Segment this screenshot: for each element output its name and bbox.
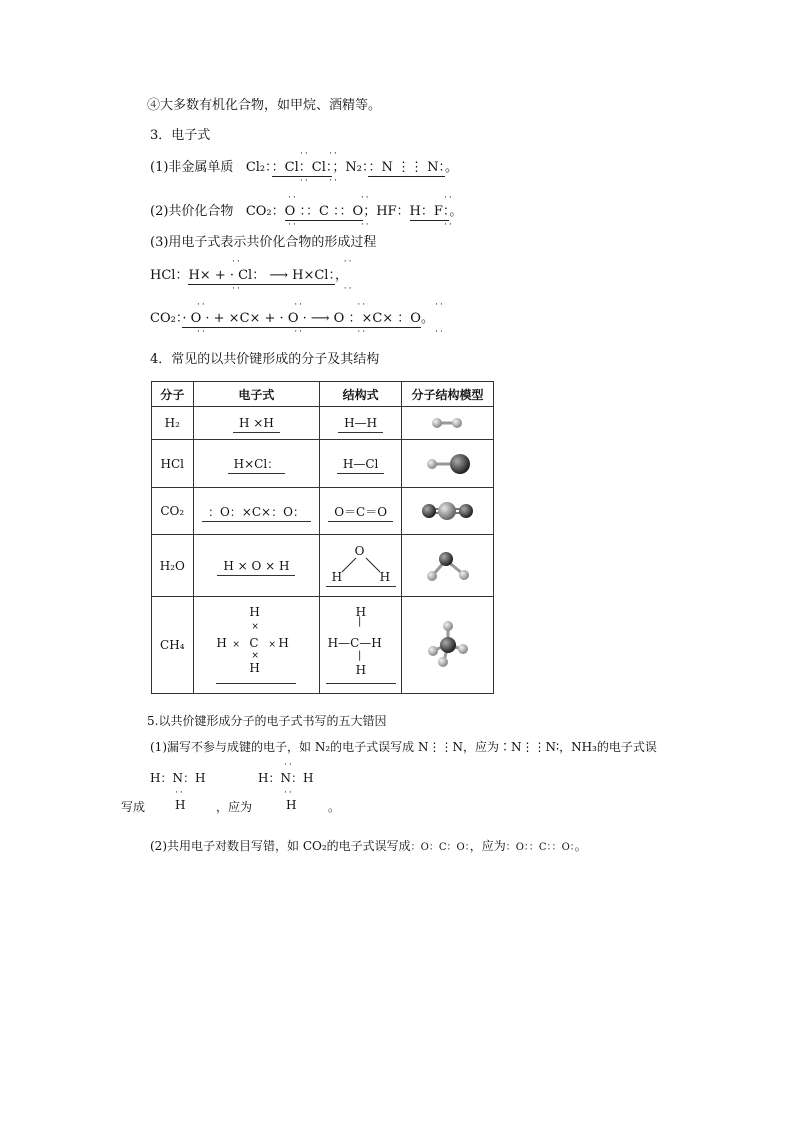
mol-ch4: CH₄ — [152, 596, 194, 693]
error-1-lead: 写成 — [121, 800, 146, 814]
nh3-wrong-dots: ·· — [175, 788, 185, 798]
ch4-x-left: × — [232, 640, 240, 651]
ch4-e-h-right: H — [278, 636, 289, 651]
table-header-row — [152, 382, 494, 407]
table-row — [152, 407, 494, 440]
error-2 — [150, 838, 587, 856]
hcl-proc-dots-bottom: ·· ·· — [232, 284, 354, 294]
hcl-process-equation: H× + · Cl： ⟶ H×Cl： — [188, 268, 335, 283]
s-ch4: H | H—C—H | H — [320, 596, 402, 693]
e-h2: H ×H — [193, 407, 320, 440]
ch4-x-bottom: × — [251, 651, 259, 662]
nh3-right-row: H：N：H — [258, 771, 314, 785]
s-hcl: H—Cl — [320, 440, 402, 488]
error-1-end: 。 — [328, 800, 341, 814]
s-h2o — [320, 535, 402, 596]
h2o-struct-h2: H — [379, 570, 391, 585]
n2-formula: ：N ⋮⋮ N： — [368, 160, 445, 175]
ch4-e-h-left: H — [216, 636, 227, 651]
line-3-label: (3)用电子式表示共价化合物的形成过程 — [150, 235, 377, 250]
model-ch4 — [401, 596, 493, 693]
h2o-struct-o: O — [354, 544, 365, 559]
error-2-end: 。 — [574, 839, 587, 853]
line-1 — [150, 160, 458, 176]
table-row — [152, 440, 494, 488]
co2-formula: O ：：C ：：O — [284, 204, 364, 219]
ch4-model-icon — [402, 615, 493, 675]
e-ch4 — [193, 596, 320, 693]
line-1-label: (1)非金属单质 — [150, 160, 234, 175]
co2-proc-dots-bottom: ·· ·· ·· ·· — [197, 327, 445, 337]
s-h2: H—H — [320, 407, 402, 440]
ch4-s-mid: H—C—H — [327, 636, 382, 651]
model-h2 — [401, 407, 493, 440]
nh3-wrong-row: H：N：H — [150, 771, 206, 785]
co2-dots-top: ·· ·· — [288, 193, 371, 203]
cl2-label: Cl₂： — [245, 160, 272, 175]
e-hcl: H×Cl： — [193, 440, 320, 488]
co2-model-icon — [402, 496, 493, 526]
molecule-table — [151, 381, 494, 694]
ch4-s-h-top: H — [355, 605, 367, 620]
co2-process — [150, 311, 434, 327]
section-5-heading: 5.以共价键形成分子的电子式书写的五大错因 — [147, 714, 387, 728]
nh3-wrong-h: H — [175, 798, 186, 812]
co2-process-lead: CO₂： — [150, 311, 183, 326]
ch4-e-c: C — [249, 636, 259, 651]
mol-co2: CO₂ — [152, 488, 194, 535]
n2-label: ；N₂： — [332, 160, 369, 175]
e-co2: ：O：×C×：O： — [193, 488, 320, 535]
co2-right-formula: ：O：：C：：O： — [505, 842, 575, 853]
co2-proc-dots-top: ·· ·· ·· ·· — [197, 300, 445, 310]
co2-wrong-formula: ：O：C：O： — [410, 842, 470, 853]
ch4-e-h-bottom: H — [249, 661, 260, 676]
model-co2 — [401, 488, 493, 535]
cl-dots-bottom: ·· ·· — [300, 176, 339, 186]
item-4-text: ④大多数有机化合物，如甲烷、酒精等。 — [147, 98, 382, 113]
hcl-process — [150, 268, 348, 284]
hcl-process-end: ， — [334, 268, 348, 283]
co2-process-equation: · O · + ×C× + · O · ⟶ O ：×C× ：O — [182, 311, 421, 326]
nh3-right-dots-top: ·· — [284, 760, 294, 770]
cl-dots-top: ·· ·· — [300, 149, 339, 159]
table-row — [152, 488, 494, 535]
line-2 — [150, 204, 462, 220]
error-1-text: (1)漏写不参与成键的电子，如 N₂的电子式误写成 N⋮⋮N，应为∶N⋮⋮N∶，NH₃的电子式误 — [150, 740, 657, 754]
model-h2o — [401, 535, 493, 596]
line-2-end: 。 — [449, 204, 463, 219]
h2o-struct-h1: H — [331, 570, 343, 585]
hf-dots-bottom: ·· — [444, 220, 454, 230]
h2o-model-icon — [402, 544, 493, 588]
table-row — [152, 535, 494, 596]
mol-h2o: H₂O — [152, 535, 194, 596]
table-row — [152, 596, 494, 693]
hcl-proc-dots-top: ·· ·· — [232, 257, 354, 267]
cl2-formula: ：Cl：Cl： — [271, 160, 333, 175]
header-structural-formula: 结构式 — [320, 382, 402, 407]
header-model: 分子结构模型 — [401, 382, 493, 407]
co2-label: CO₂： — [245, 204, 285, 219]
co2-process-end: 。 — [420, 311, 434, 326]
hf-label: ；HF： — [363, 204, 410, 219]
ch4-x-top: × — [251, 622, 259, 633]
model-hcl — [401, 440, 493, 488]
ch4-x-right: × — [268, 640, 276, 651]
hcl-model-icon — [402, 449, 493, 479]
hf-formula: H：F： — [409, 204, 450, 219]
e-h2o: H × O × H — [193, 535, 320, 596]
ch4-e-h-top: H — [249, 605, 260, 620]
error-2-mid: ，应为 — [469, 839, 506, 853]
ch4-s-h-bottom: H — [355, 663, 367, 678]
co2-dots-bottom: ·· ·· — [288, 220, 371, 230]
s-co2: O＝C＝O — [320, 488, 402, 535]
section-3-heading: 3．电子式 — [150, 128, 211, 143]
header-electron-formula: 电子式 — [193, 382, 320, 407]
line-2-label: (2)共价化合物 — [150, 204, 234, 219]
hcl-process-lead: HCl： — [150, 268, 189, 283]
mol-h2: H₂ — [152, 407, 194, 440]
mol-hcl: HCl — [152, 440, 194, 488]
error-1-mid: ，应为 — [216, 800, 253, 814]
h2-model-icon — [402, 411, 493, 435]
header-molecule: 分子 — [152, 382, 194, 407]
hf-dots-top: ·· — [444, 193, 454, 203]
nh3-right-h: H — [286, 798, 297, 812]
line-1-end: 。 — [444, 160, 458, 175]
section-4-heading: 4．常见的以共价键形成的分子及其结构 — [150, 352, 380, 367]
nh3-right-dots-bottom: ·· — [284, 788, 294, 798]
error-2-text: (2)共用电子对数目写错，如 CO₂的电子式误写成 — [150, 839, 411, 853]
